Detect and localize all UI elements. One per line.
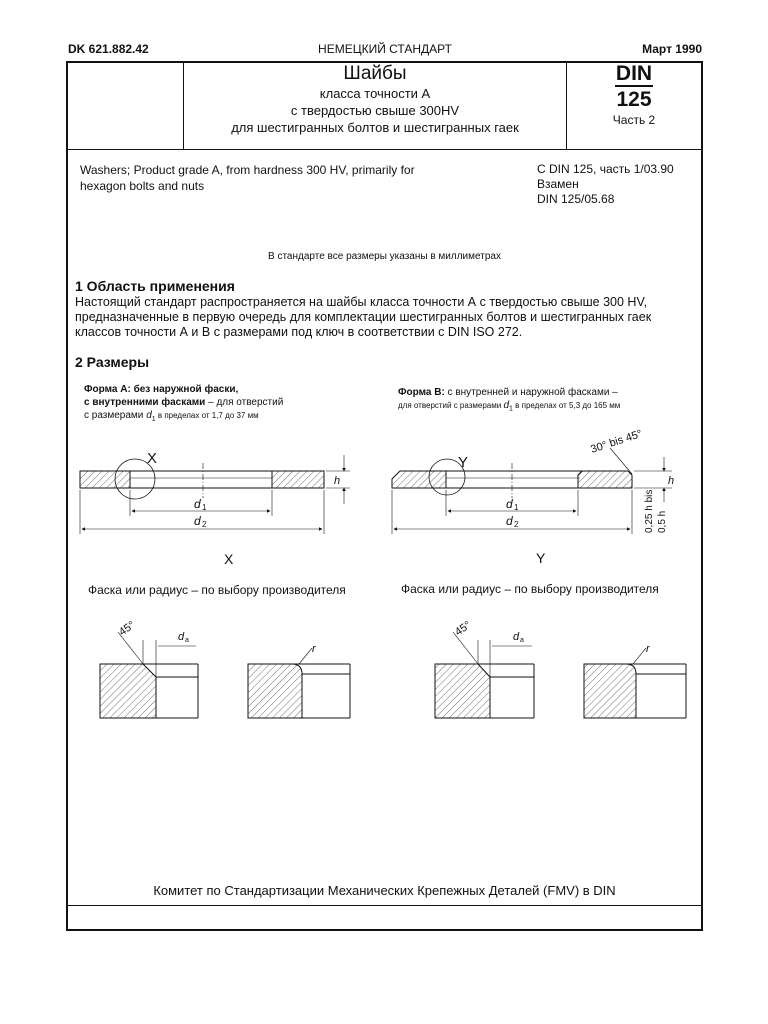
form-a-d1-symbol: d bbox=[146, 410, 152, 421]
committee-footer: Комитет по Стандартизации Механических Крепежных Деталей (FMV) в DIN bbox=[153, 883, 616, 898]
form-a-d2-label: d bbox=[194, 514, 201, 528]
detail-x-da: d bbox=[178, 631, 185, 643]
form-b-d1-sub: 1 bbox=[509, 405, 513, 413]
issue-date: Март 1990 bbox=[642, 42, 702, 56]
form-b-text-3: в пределах от 5,3 до 165 мм bbox=[512, 401, 621, 410]
section-1-line-1: Настоящий стандарт распространяется на шайбы класса точности А с твердостью свыше 300 HV, bbox=[75, 295, 648, 309]
title-line-2: с твердостью свыше 300HV bbox=[290, 103, 460, 118]
section-1-line-3: классов точности А и В с размерами под ключ в соответствии с DIN ISO 272. bbox=[75, 325, 523, 339]
form-b-d2-label-sub: 2 bbox=[514, 520, 519, 529]
din-part: Часть 2 bbox=[612, 113, 656, 127]
form-a-h-label: h bbox=[334, 475, 341, 487]
detail-x-caption: Фаска или радиус – по выбору производителя bbox=[88, 583, 346, 597]
form-a-text-3: – для отверстий bbox=[205, 397, 284, 408]
form-b-chamfer-1: 0,25 h bis bbox=[644, 489, 655, 533]
form-b-chamfer-2: 0,5 h bbox=[657, 510, 668, 533]
detail-x-r: r bbox=[312, 643, 316, 655]
section-2-heading: 2 Размеры bbox=[75, 354, 150, 370]
form-a-d2-label-sub: 2 bbox=[202, 520, 207, 529]
section-1-line-2: предназначенные в первую очередь для комплектации шестигранных болтов и шестигранных гаек bbox=[75, 310, 652, 324]
form-b-d1-label: d bbox=[506, 497, 513, 511]
detail-y-title: Y bbox=[536, 550, 546, 566]
detail-x-title: X bbox=[224, 551, 234, 567]
form-a-text-2: с внутренними фасками bbox=[84, 397, 206, 408]
form-a-d1-label: d bbox=[194, 497, 201, 511]
detail-y-r: r bbox=[646, 643, 650, 655]
title-line-3: для шестигранных болтов и шестигранных гаек bbox=[231, 120, 519, 135]
form-a-text-1: без наружной фаски, bbox=[133, 384, 239, 395]
detail-y-da-sub: a bbox=[520, 637, 524, 644]
replaces-line-3: DIN 125/05.68 bbox=[537, 192, 615, 206]
english-title-line-1: Washers; Product grade A, from hardness 300 HV, primarily for bbox=[80, 163, 415, 177]
detail-y-da: d bbox=[513, 631, 520, 643]
form-a-text-4: с размерами bbox=[84, 410, 147, 421]
standard-type: НЕМЕЦКИЙ СТАНДАРТ bbox=[318, 42, 452, 56]
detail-y-caption: Фаска или радиус – по выбору производителя bbox=[401, 582, 659, 596]
detail-y-chamfer bbox=[435, 632, 534, 718]
form-b-angle-label: 30° bis 45° bbox=[589, 427, 644, 456]
form-a-d1-label-sub: 1 bbox=[202, 503, 207, 512]
din-number: 125 bbox=[616, 88, 652, 111]
form-b-h-label: h bbox=[668, 475, 675, 487]
detail-x-da-sub: a bbox=[185, 637, 189, 644]
form-b-label: Форма В: bbox=[398, 387, 445, 398]
detail-y-angle: 45° bbox=[452, 619, 474, 639]
doc-code: DK 621.882.42 bbox=[68, 42, 149, 56]
english-title-line-2: hexagon bolts and nuts bbox=[80, 179, 205, 193]
replaces-line-2: Взамен bbox=[537, 177, 579, 191]
detail-y-radius bbox=[584, 648, 686, 718]
detail-x-angle: 45° bbox=[116, 619, 138, 639]
din-label: DIN bbox=[615, 62, 653, 85]
section-1-heading: 1 Область применения bbox=[75, 278, 235, 294]
form-a-text-5: в пределах от 1,7 до 37 мм bbox=[155, 411, 259, 420]
form-b-d1-label-sub: 1 bbox=[514, 503, 519, 512]
replaces-line-1: С DIN 125, часть 1/03.90 bbox=[537, 162, 674, 176]
form-a-d1-sub: 1 bbox=[151, 416, 156, 423]
form-b-text-1: с внутренней и наружной фасками – bbox=[444, 387, 618, 398]
detail-y-mark: Y bbox=[458, 454, 469, 471]
form-b-text-2: для отверстий с размерами bbox=[398, 401, 504, 410]
title-main: Шайбы bbox=[343, 63, 407, 84]
detail-x-mark: X bbox=[147, 450, 158, 467]
title-line-1: класса точности А bbox=[319, 86, 431, 101]
form-b-d2-label: d bbox=[506, 514, 513, 528]
form-b-d1-symbol: d bbox=[503, 400, 510, 411]
form-a-label: Форма А: bbox=[84, 384, 131, 395]
units-note: В стандарте все размеры указаны в миллиметрах bbox=[268, 251, 501, 262]
